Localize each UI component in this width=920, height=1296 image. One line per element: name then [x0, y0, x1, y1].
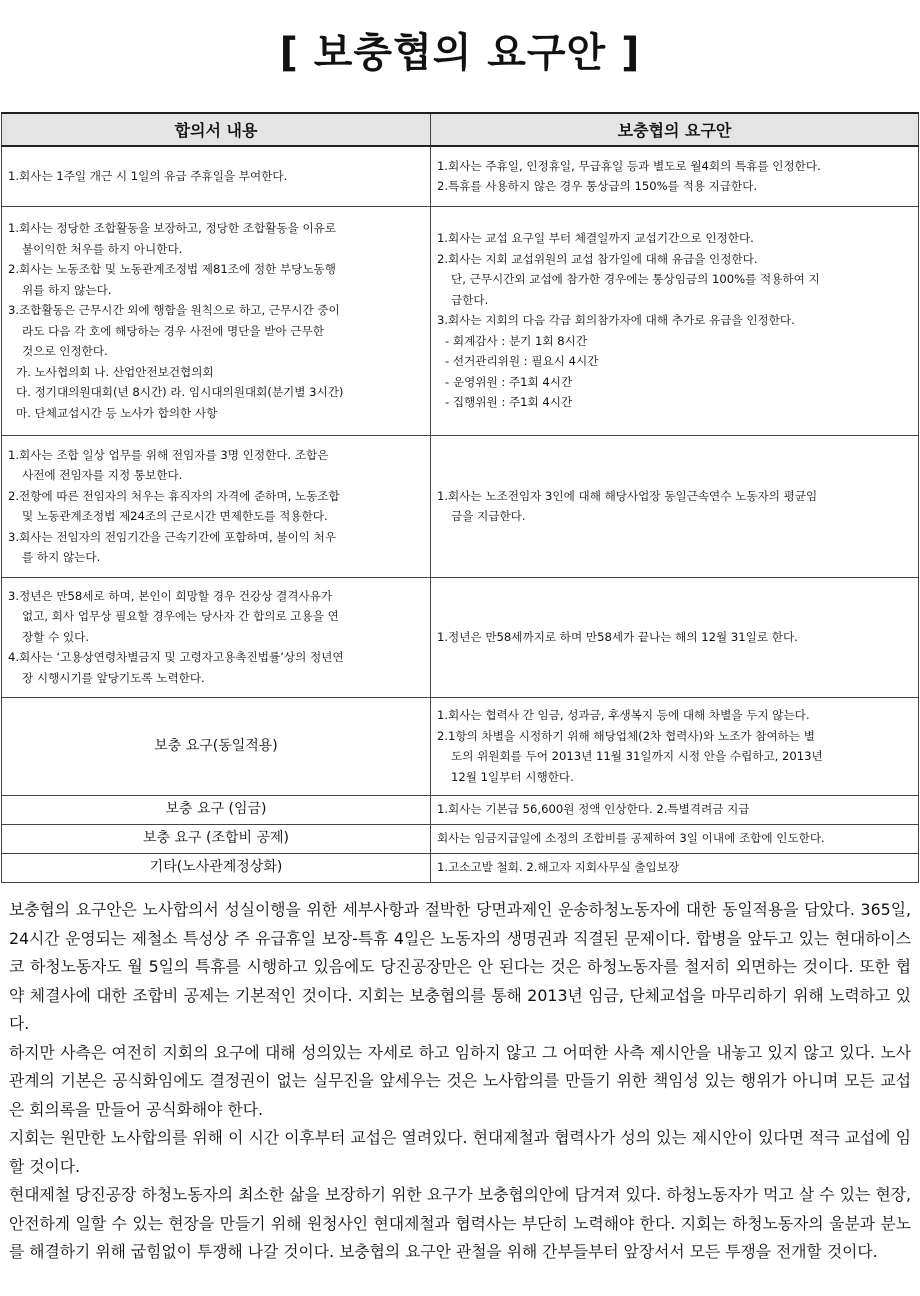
- text-line: 다. 정기대의원대회(년 8시간) 라. 임시대의원대회(분기별 3시간): [16, 385, 344, 399]
- paragraph: 보충협의 요구안은 노사합의서 성실이행을 위한 세부사항과 절박한 당면과제인 운송하청노동자에 대한 동일적용을 담았다. 365일, 24시간 운영되는 제철소 특성상 주 유급휴일 보장-특휴 4일은 노동자의 생명권과 직결된 문제이다. 합병을 앞두고 있는 현대하이스코 하청노동자도 월 5일의 특휴를 시행하고 있음에도 당진공장만은 안 된다는 것은 하청노동자를 철저히 외면하는 것이다. 또한 협약 체결사에 대한 조합비 공제는 기본적인 것이다. 지회는 보충협의를 통해 2013년 임금, 단체교섭을 마무리하기 위해 노력하고 있다.: [9, 900, 911, 1033]
- category-cell: 기타(노사관계정상화): [2, 853, 431, 882]
- paragraph: 하지만 사측은 여전히 지회의 요구에 대해 성의있는 자세로 하고 임하지 않고 그 어떠한 사측 제시안을 내놓고 있지 않고 있다. 노사관계의 기본은 공식화임에도 결정권이 없는 실무진을 앞세우는 것은 노사합의를 만들기 위한 책임성 있는 행위가 아니며 모든 교섭은 회의록을 만들어 공식화해야 한다.: [9, 1042, 912, 1119]
- text-line: 장할 수 있다.: [22, 629, 90, 644]
- text-line: 3.회사는 전임자의 전임기간을 근속기간에 포함하며, 불이익 처우: [8, 529, 337, 544]
- text-line: 가. 노사협의회 나. 산업안전보건협의회: [16, 364, 214, 379]
- table-row: [2, 824, 919, 853]
- table-row: [2, 577, 919, 697]
- demand-cell: [431, 435, 919, 577]
- text-line: - 운영위원 : 주1회 4시간: [445, 374, 573, 389]
- table-header-row: [2, 113, 919, 146]
- demand-cell: [431, 577, 919, 697]
- header-agreement: 합의서 내용: [2, 113, 431, 146]
- category-cell: 보충 요구(동일적용): [2, 697, 431, 795]
- text-line: 2.특휴를 사용하지 않은 경우 통상급의 150%를 적용 지급한다.: [437, 179, 758, 194]
- demand-cell: 1.회사는 기본급 56,600원 정액 인상한다. 2.특별격려금 지급: [431, 795, 919, 824]
- demand-cell: [431, 146, 919, 206]
- paragraph: 지회는 원만한 노사합의를 위해 이 시간 이후부터 교섭은 열려있다. 현대제철과 협력사가 성의 있는 제시안이 있다면 적극 교섭에 임할 것이다.: [9, 1128, 911, 1176]
- text-line: 2.1항의 차별을 시정하기 위해 해당업체(2차 협력사)와 노조가 참여하는 별: [437, 728, 815, 743]
- text-line: 3.회사는 지회의 다음 각급 회의참가자에 대해 추가로 유급을 인정한다.: [437, 313, 795, 328]
- text-line: 4.회사는 ‘고용상연령차별금지 및 고령자고용촉진법률’상의 정년연: [8, 650, 344, 665]
- body-text: [9, 896, 911, 1267]
- demand-cell: [431, 697, 919, 795]
- header-demand: 보충협의 요구안: [431, 113, 919, 146]
- text-line: 및 노동관계조정법 제24조의 근로시간 면제한도를 적용한다.: [22, 509, 328, 523]
- text-line: 1.회사는 1주일 개근 시 1일의 유급 주휴일을 부여한다.: [8, 169, 288, 183]
- text-line: 1.회사는 노조전임자 3인에 대해 해당사업장 동일근속연수 노동자의 평균임: [437, 488, 818, 503]
- text-line: 를 하지 않는다.: [22, 550, 101, 564]
- text-line: 라도 다음 각 호에 해당하는 경우 사전에 명단을 받아 근무한: [22, 323, 324, 338]
- table-row: [2, 435, 919, 577]
- paragraph: 현대제철 당진공장 하청노동자의 최소한 삶을 보장하기 위한 요구가 보충협의안에 담겨져 있다. 하청노동자가 먹고 살 수 있는 현장, 안전하게 일할 수 있는 현장을 만들기 위해 원청사인 현대제철과 협력사는 부단히 노력해야 한다. 지회는 하청노동자의 울분과 분노를 해결하기 위해 굽힘없이 투쟁해 나갈 것이다. 보충협의 요구안 관철을 위해 간부들부터 앞장서서 모든 투쟁을 전개할 것이다.: [9, 1185, 911, 1261]
- text-line: 사전에 전임자를 지정 통보한다.: [22, 468, 183, 482]
- agreement-cell: [2, 577, 431, 697]
- text-line: 2.전항에 따른 전임자의 처우는 휴직자의 자격에 준하며, 노동조합: [8, 488, 340, 503]
- text-line: 마. 단체교섭시간 등 노사가 합의한 사항: [16, 405, 218, 420]
- agreement-cell: [2, 146, 431, 206]
- category-cell: 보충 요구 (조합비 공제): [2, 824, 431, 853]
- demands-table: [1, 112, 919, 883]
- text-line: - 집행위원 : 주1회 4시간: [445, 395, 573, 410]
- agreement-cell: [2, 435, 431, 577]
- text-line: 1.회사는 교섭 요구일 부터 체결일까지 교섭기간으로 인정한다.: [437, 231, 754, 246]
- text-line: 없고, 회사 업무상 필요할 경우에는 당사자 간 합의로 고용을 연: [22, 609, 339, 624]
- category-cell: 보충 요구 (임금): [2, 795, 431, 824]
- text-line: 도의 위원회를 두어 2013년 11월 31일까지 시정 안을 수립하고, 2013년: [451, 749, 823, 763]
- text-line: 1.회사는 협력사 간 임금, 성과금, 후생복지 등에 대해 차별을 두지 않는다.: [437, 708, 810, 722]
- text-line: 위를 하지 않는다.: [22, 282, 112, 297]
- agreement-cell: [2, 206, 431, 435]
- text-line: 1.회사는 주휴일, 인정휴일, 무급휴일 등과 별도로 월4회의 특휴를 인정한다.: [437, 158, 821, 173]
- text-line: 2.회사는 노동조합 및 노동관계조정법 제81조에 정한 부당노동행: [8, 262, 336, 276]
- text-line: 금을 지급한다.: [451, 509, 526, 523]
- demand-cell: 회사는 임금지급일에 소정의 조합비를 공제하여 3일 이내에 조합에 인도한다.: [431, 824, 919, 853]
- text-line: 단, 근무시간외 교섭에 참가한 경우에는 통상임금의 100%를 적용하여 지: [451, 272, 820, 287]
- table-row: [2, 697, 919, 795]
- text-line: 급한다.: [451, 292, 489, 307]
- table-row: [2, 206, 919, 435]
- text-line: 1.회사는 정당한 조합활동을 보장하고, 정당한 조합활동을 이유로: [8, 221, 337, 235]
- text-line: 1.정년은 만58세까지로 하며 만58세가 끝나는 해의 12월 31일로 한다.: [437, 629, 798, 644]
- table-row: [2, 146, 919, 206]
- text-line: 불이익한 처우를 하지 아니한다.: [22, 241, 183, 256]
- text-line: 12월 1일부터 시행한다.: [451, 769, 574, 784]
- demand-cell: 1.고소고발 철회. 2.해고자 지회사무실 출입보장: [431, 853, 919, 882]
- text-line: 3.정년은 만58세로 하며, 본인이 희망할 경우 건강상 결격사유가: [8, 588, 333, 603]
- table-row: [2, 795, 919, 824]
- text-line: 장 시행시기를 앞당기도록 노력한다.: [22, 670, 205, 685]
- text-line: 것으로 인정한다.: [22, 344, 108, 358]
- table-row: [2, 853, 919, 882]
- text-line: - 회계감사 : 분기 1회 8시간: [445, 333, 588, 348]
- text-line: 2.회사는 지회 교섭위원의 교섭 참가일에 대해 유급을 인정한다.: [437, 251, 758, 266]
- page-title: [ 보충협의 요구안 ]: [279, 30, 641, 76]
- demand-cell: [431, 206, 919, 435]
- text-line: - 선거관리위원 : 필요시 4시간: [445, 354, 599, 369]
- text-line: 3.조합활동은 근무시간 외에 행함을 원칙으로 하고, 근무시간 중이: [8, 303, 340, 317]
- text-line: 1.회사는 조합 일상 업무를 위해 전임자를 3명 인정한다. 조합은: [8, 447, 329, 462]
